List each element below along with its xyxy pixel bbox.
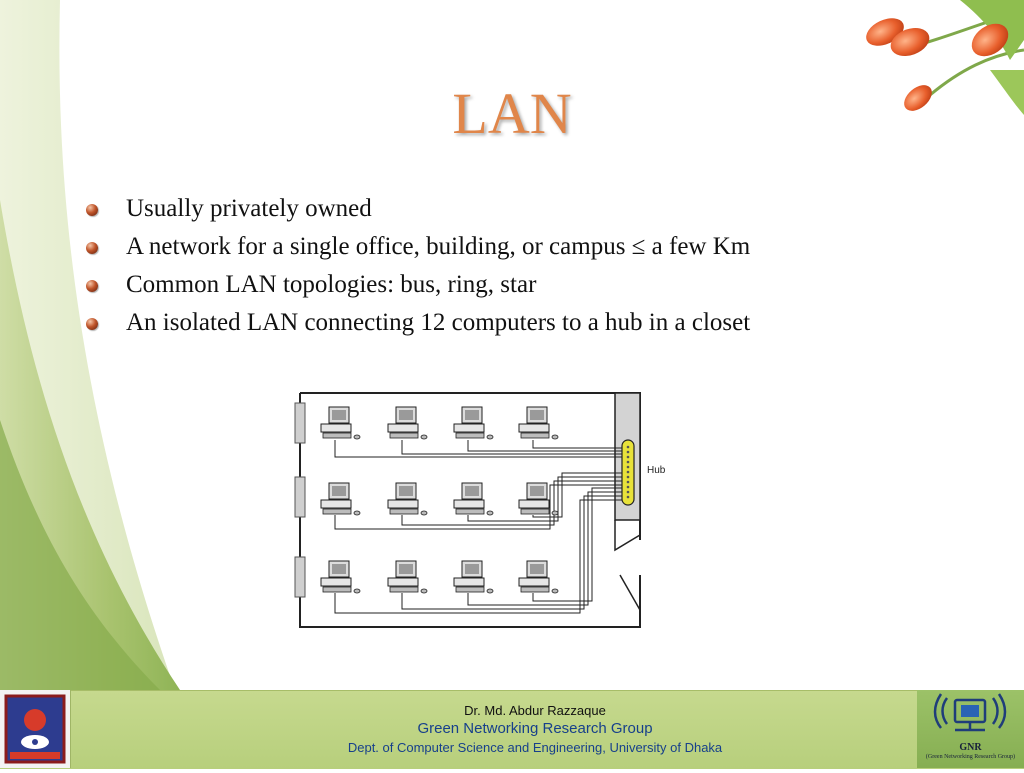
bullet-icon <box>86 242 98 254</box>
bullet-item: Usually privately owned <box>84 190 750 228</box>
computer-icon <box>321 561 360 593</box>
footer-text <box>180 703 890 756</box>
computer-icon <box>519 407 558 439</box>
gnr-title: GNR <box>959 742 982 753</box>
computers <box>321 407 558 593</box>
hub-label: Hub <box>647 465 666 476</box>
computer-icon <box>519 483 558 515</box>
footer-group: Green Networking Research Group <box>417 720 653 737</box>
window <box>295 477 305 517</box>
window <box>295 557 305 597</box>
bullet-list <box>84 190 750 342</box>
computer-icon <box>321 483 360 515</box>
computer-icon <box>454 483 493 515</box>
bullet-icon <box>86 318 98 330</box>
bullet-icon <box>86 280 98 292</box>
university-logo <box>0 690 71 768</box>
bullet-icon <box>86 204 98 216</box>
computer-icon <box>454 407 493 439</box>
bullet-item: Common LAN topologies: bus, ring, star <box>84 266 750 304</box>
computer-icon <box>388 483 427 515</box>
window <box>295 403 305 443</box>
bullet-item: A network for a single office, building, or campus ≤ a few Km <box>84 228 750 266</box>
lan-diagram <box>290 385 650 635</box>
computer-icon <box>519 561 558 593</box>
slide-title: LAN <box>452 81 572 146</box>
computer-icon <box>321 407 360 439</box>
footer-dept: Dept. of Computer Science and Engineering, University of Dhaka <box>347 740 723 755</box>
computer-icon <box>454 561 493 593</box>
gnr-subtitle: (Green Networking Research Group) <box>925 754 1016 760</box>
bullet-item: An isolated LAN connecting 12 computers to a hub in a closet <box>84 304 750 342</box>
computer-icon <box>388 407 427 439</box>
footer-author: Dr. Md. Abdur Razzaque <box>464 703 606 718</box>
computer-icon <box>388 561 427 593</box>
network-monitor-icon <box>917 690 1024 742</box>
university-seal-icon <box>0 690 70 768</box>
